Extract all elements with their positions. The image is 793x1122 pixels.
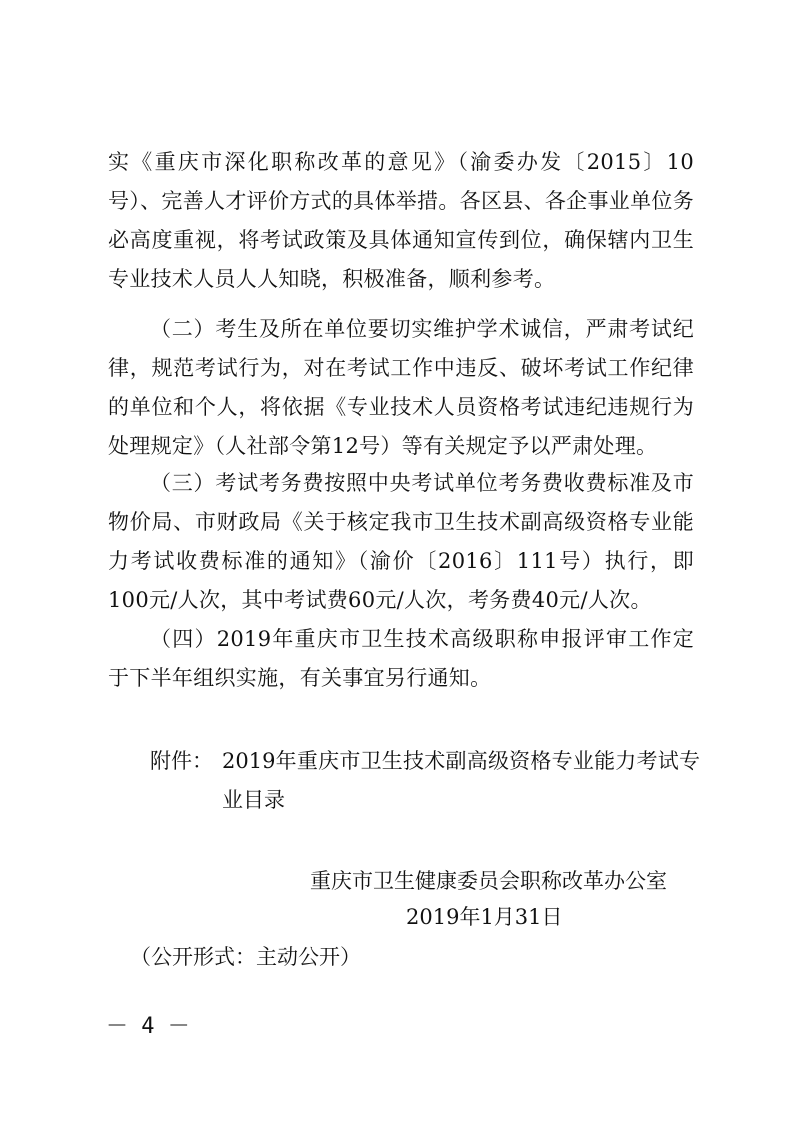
attachment-title: 2019年重庆市卫生技术副高级资格专业能力考试专业目录 — [222, 749, 700, 812]
paragraph-item-2: （二）考生及所在单位要切实维护学术诚信，严肃考试纪律，规范考试行为，对在考试工作中违反、破坏考试工作纪律的单位和个人，将依据《专业技术人员资格考试违纪违规行为处理规定》（人社部令第12号）等有关规定予以严肃处理。 — [108, 317, 694, 458]
attachment-label: 附件： — [150, 749, 213, 773]
paragraph-item-3: （三）考试考务费按照中央考试单位考务费收费标准及市物价局、市财政局《关于核定我市卫生技术副高级资格专业能力考试收费标准的通知》（渝价〔2016〕111号）执行，即100元/人次，其中考试费60元/人次，考务费40元/人次。 — [108, 471, 694, 612]
paragraph-item-4: （四）2019年重庆市卫生技术高级职称申报评审工作定于下半年组织实施，有关事宜另行通知。 — [108, 627, 694, 690]
signing-organization: 重庆市卫生健康委员会职称改革办公室 — [310, 869, 667, 893]
page-number: － 4 － — [106, 1014, 190, 1039]
paragraph-continuation: 实《重庆市深化职称改革的意见》（渝委办发〔2015〕10号）、完善人才评价方式的具体举措。各区县、各企事业单位务必高度重视，将考试政策及具体通知宣传到位，确保辖内卫生专业技术人员人人知晓，积极准备，顺利参考。 — [108, 150, 694, 291]
signing-date: 2019年1月31日 — [406, 905, 563, 929]
disclosure-note: （公开形式：主动公开） — [130, 945, 361, 969]
